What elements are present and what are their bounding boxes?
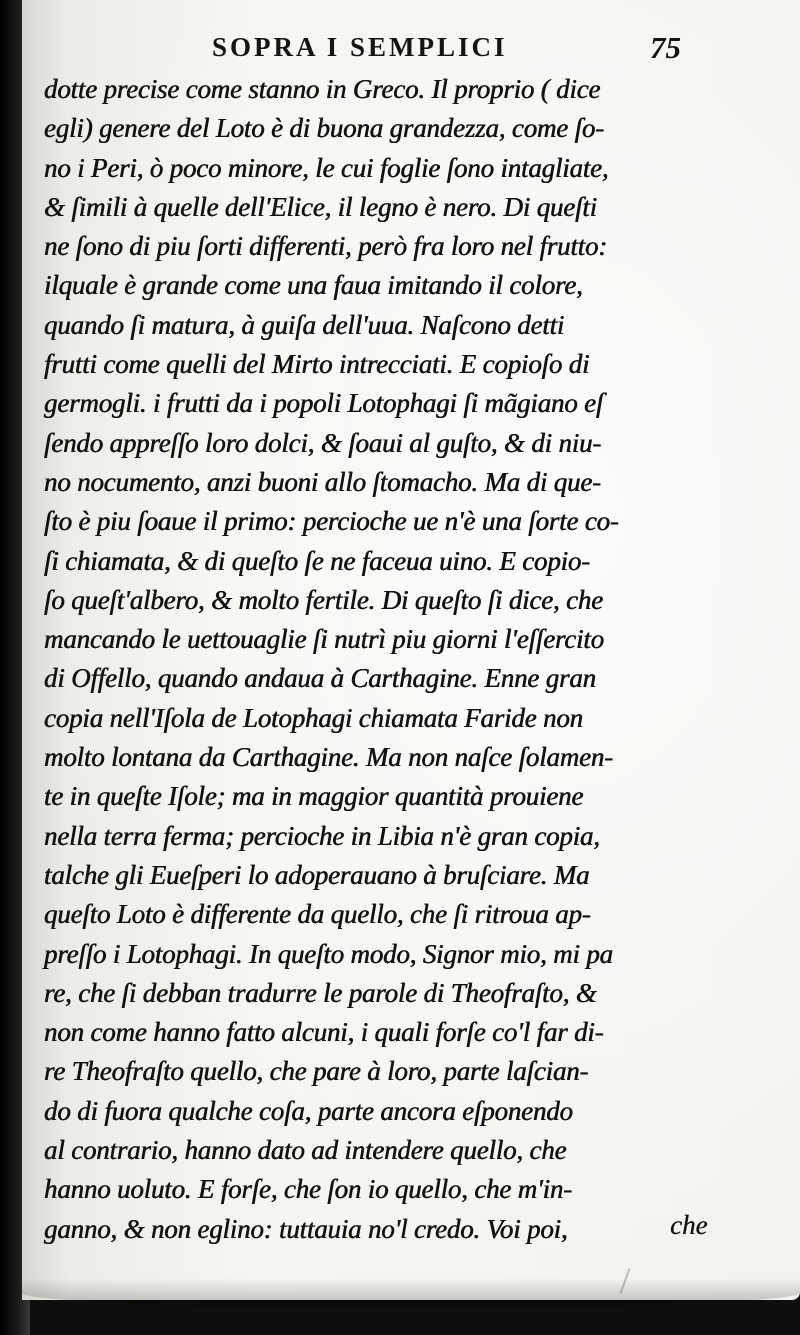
text-line: ſendo appreſſo loro dolci, & ſoaui al guſto, & di niu-: [44, 427, 602, 458]
text-line: te in queſte Iſole; ma in maggior quantità prouiene: [44, 781, 584, 812]
text-line: egli) genere del Loto è di buona grandezza, come ſo-: [44, 113, 604, 144]
catchword: che: [670, 1210, 708, 1240]
text-line: hanno uoluto. E forſe, che ſon io quello, che m'in-: [44, 1174, 572, 1205]
text-line: ſo queſt'albero, & molto fertile. Di queſto ſi dice, che: [44, 584, 603, 615]
text-line: talche gli Eueſperi lo adoperauano à bruſciare. Ma: [44, 859, 590, 890]
text-line: ſto è piu ſoaue il primo: percioche ue n'è una ſorte co-: [44, 506, 619, 537]
text-line: di Offello, quando andaua à Carthagine. Enne gran: [44, 663, 596, 694]
text-line: dotte precise come stanno in Greco. Il proprio ( dice: [44, 74, 601, 104]
text-line: al contrario, hanno dato ad intendere quello, che: [44, 1135, 567, 1166]
text-line: ne ſono di piu ſorti differenti, però fra loro nel frutto:: [44, 231, 608, 262]
text-line: copia nell'Iſola de Lotophagi chiamata Faride non: [44, 702, 583, 733]
text-line: nella terra ferma; percioche in Libia n'è gran copia,: [44, 820, 600, 851]
text-line: ſi chiamata, & di queſto ſe ne faceua uino. E copio-: [44, 545, 590, 576]
text-line: do di fuora qualche coſa, parte ancora eſponendo: [44, 1095, 573, 1126]
page-header: [22, 32, 800, 72]
running-head: SOPRA I SEMPLICI: [212, 32, 508, 62]
text-line: no i Peri, ò poco minore, le cui foglie ſono intagliate,: [44, 152, 609, 183]
text-line: & ſimili à quelle dell'Elice, il legno è nero. Di queſti: [44, 191, 597, 222]
body-text: [44, 70, 724, 1249]
text-line: quando ſi matura, à guiſa dell'uua. Naſcono detti: [44, 309, 565, 340]
page-number: 75: [650, 30, 681, 65]
text-line: re, che ſi debban tradurre le parole di Theofraſto, &: [44, 977, 597, 1008]
text-line: queſto Loto è differente da quello, che ſi ritroua ap-: [44, 899, 591, 930]
text-line: germogli. i frutti da i popoli Lotophagi ſi mãgiano eſ: [44, 388, 604, 419]
text-line: frutti come quelli del Mirto intrecciati. E copioſo di: [44, 349, 590, 380]
text-line: preſſo i Lotophagi. In queſto modo, Signor mio, mi pa: [44, 938, 613, 969]
text-line: ganno, & non eglino: tuttauia no'l credo. Voi poi,: [44, 1213, 568, 1244]
text-line: non come hanno fatto alcuni, i quali forſe co'l far di-: [44, 1017, 604, 1048]
text-line: molto lontana da Carthagine. Ma non naſce ſolamen-: [44, 742, 613, 773]
text-line: no nocumento, anzi buoni allo ſtomacho. Ma di que-: [44, 466, 601, 497]
book-page: [22, 0, 800, 1300]
text-line: mancando le uettouaglie ſi nutrì piu giorni l'eſſercito: [44, 624, 604, 655]
page-edge-shadow: [22, 1278, 800, 1308]
text-line: ilquale è grande come una faua imitando il colore,: [44, 270, 583, 301]
text-line: re Theofraſto quello, che pare à loro, parte laſcian-: [44, 1056, 589, 1087]
